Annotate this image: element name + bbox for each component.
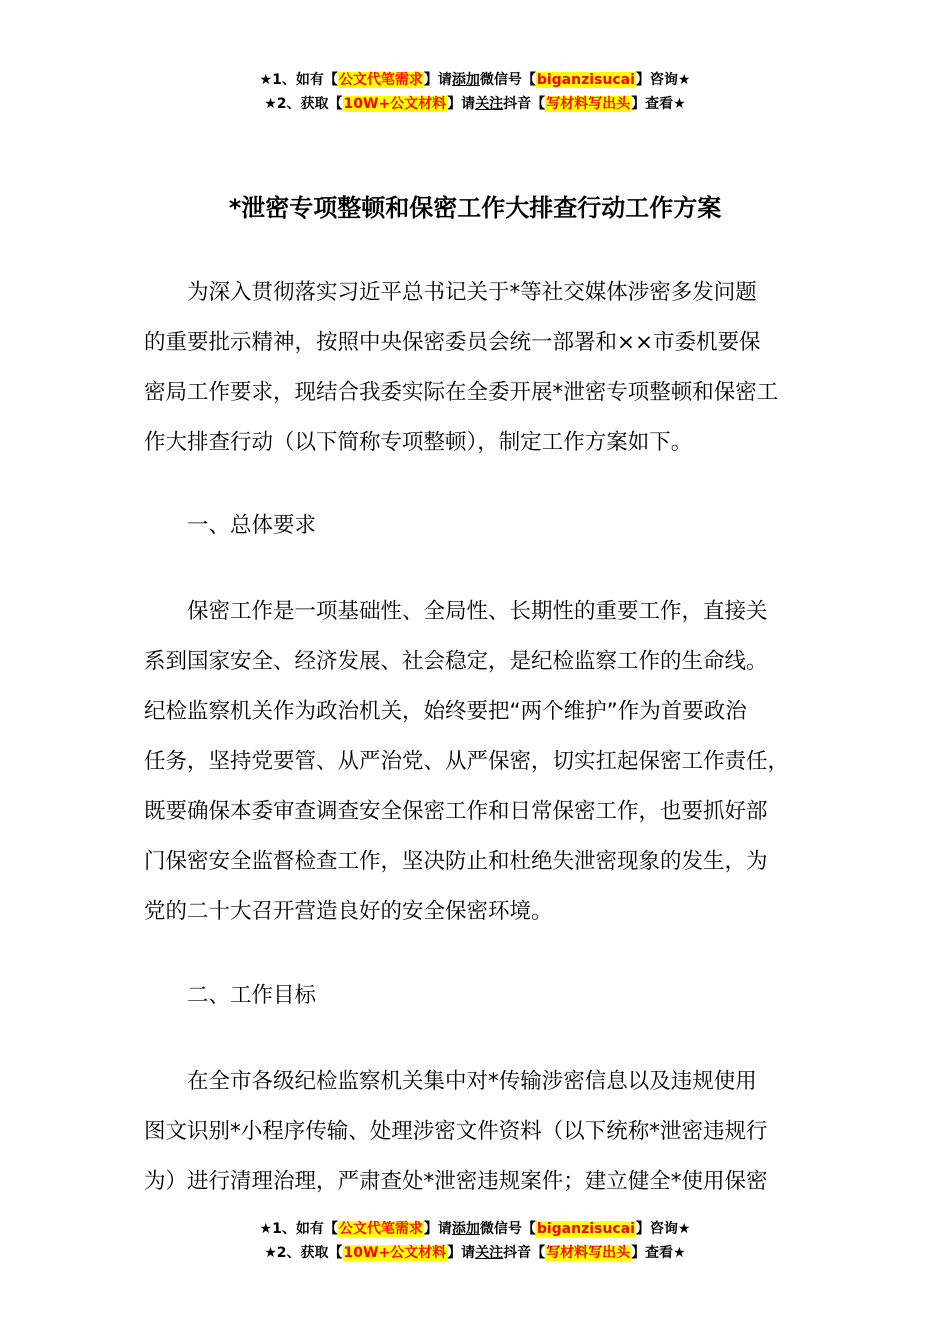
banner-text: ★2、获取【 — [264, 96, 343, 112]
banner-text: 】查看★ — [631, 1245, 686, 1261]
banner-underline: 关注 — [475, 96, 504, 112]
banner-text: 微信号【 — [479, 72, 536, 88]
banner-text: 抖音【 — [503, 96, 546, 112]
banner-text: ★1、如有【 — [259, 1221, 338, 1237]
paragraph-line: 党的二十大召开营造良好的安全保密环境。 — [144, 899, 553, 924]
paragraph-line: 作大排查行动（以下简称专项整顿），制定工作方案如下。 — [144, 430, 693, 455]
banner-text: 】请 — [447, 1245, 476, 1261]
banner-wechat-id: biganzisucai — [536, 72, 635, 88]
paragraph-line: 门保密安全监督检查工作，坚决防止和杜绝失泄密现象的发生，为 — [144, 849, 768, 874]
paragraph-line: 系到国家安全、经济发展、社会稳定，是纪检监察工作的生命线。 — [144, 649, 768, 674]
section2-paragraph — [144, 1057, 809, 1207]
banner-douyin-id: 写材料写出头 — [546, 1245, 631, 1261]
banner-line-1 — [0, 68, 950, 92]
paragraph-line: 既要确保本委审查调查安全保密工作和日常保密工作，也要抓好部 — [144, 799, 768, 824]
paragraph-line: 在全市各级纪检监察机关集中对*传输涉密信息以及违规使用 — [187, 1069, 757, 1094]
banner-text: ★2、获取【 — [264, 1245, 343, 1261]
banner-text: 】咨询★ — [635, 1221, 691, 1237]
banner-underline: 添加 — [451, 1221, 480, 1237]
banner-text: 】请 — [447, 96, 476, 112]
top-banner — [0, 68, 950, 116]
banner-line-2 — [0, 1241, 950, 1265]
banner-line-1 — [0, 1217, 950, 1241]
banner-line-2 — [0, 92, 950, 116]
banner-text: 】咨询★ — [635, 72, 691, 88]
paragraph-line: 任务，坚持党要管、从严治党、从严保密，切实扛起保密工作责任， — [144, 749, 790, 774]
banner-underline: 添加 — [451, 72, 480, 88]
banner-text: 】请 — [423, 1221, 452, 1237]
banner-highlight: 公文代笔需求 — [338, 1221, 423, 1237]
banner-text: 抖音【 — [503, 1245, 546, 1261]
banner-douyin-id: 写材料写出头 — [546, 96, 631, 112]
paragraph-line: 为深入贯彻落实习近平总书记关于*等社交媒体涉密多发问题 — [187, 280, 757, 305]
banner-text: 】请 — [423, 72, 452, 88]
paragraph-line: 密局工作要求，现结合我委实际在全委开展*泄密专项整顿和保密工 — [144, 380, 779, 405]
section-heading-2: 二、工作目标 — [187, 983, 317, 1008]
banner-wechat-id: biganzisucai — [536, 1221, 635, 1237]
document-title: *泄密专项整顿和保密工作大排查行动工作方案 — [228, 194, 722, 222]
banner-highlight: 10W+公文材料 — [343, 1245, 447, 1261]
section1-paragraph — [144, 587, 809, 937]
banner-highlight: 10W+公文材料 — [343, 96, 447, 112]
paragraph-line: 图文识别*小程序传输、处理涉密文件资料（以下统称*泄密违规行 — [144, 1119, 768, 1144]
banner-highlight: 公文代笔需求 — [338, 72, 423, 88]
banner-text: 】查看★ — [631, 96, 686, 112]
intro-paragraph — [144, 268, 809, 468]
banner-text: 微信号【 — [479, 1221, 536, 1237]
paragraph-line: 的重要批示精神，按照中央保密委员会统一部署和××市委机要保 — [144, 330, 761, 355]
paragraph-line: 保密工作是一项基础性、全局性、长期性的重要工作，直接关 — [187, 599, 768, 624]
bottom-banner — [0, 1217, 950, 1265]
paragraph-line: 纪检监察机关作为政治机关，始终要把“两个维护”作为首要政治 — [144, 699, 747, 724]
paragraph-line: 为）进行清理治理，严肃查处*泄密违规案件；建立健全*使用保密 — [144, 1169, 768, 1194]
banner-underline: 关注 — [475, 1245, 504, 1261]
section-heading-1: 一、总体要求 — [187, 513, 317, 538]
banner-text: ★1、如有【 — [259, 72, 338, 88]
